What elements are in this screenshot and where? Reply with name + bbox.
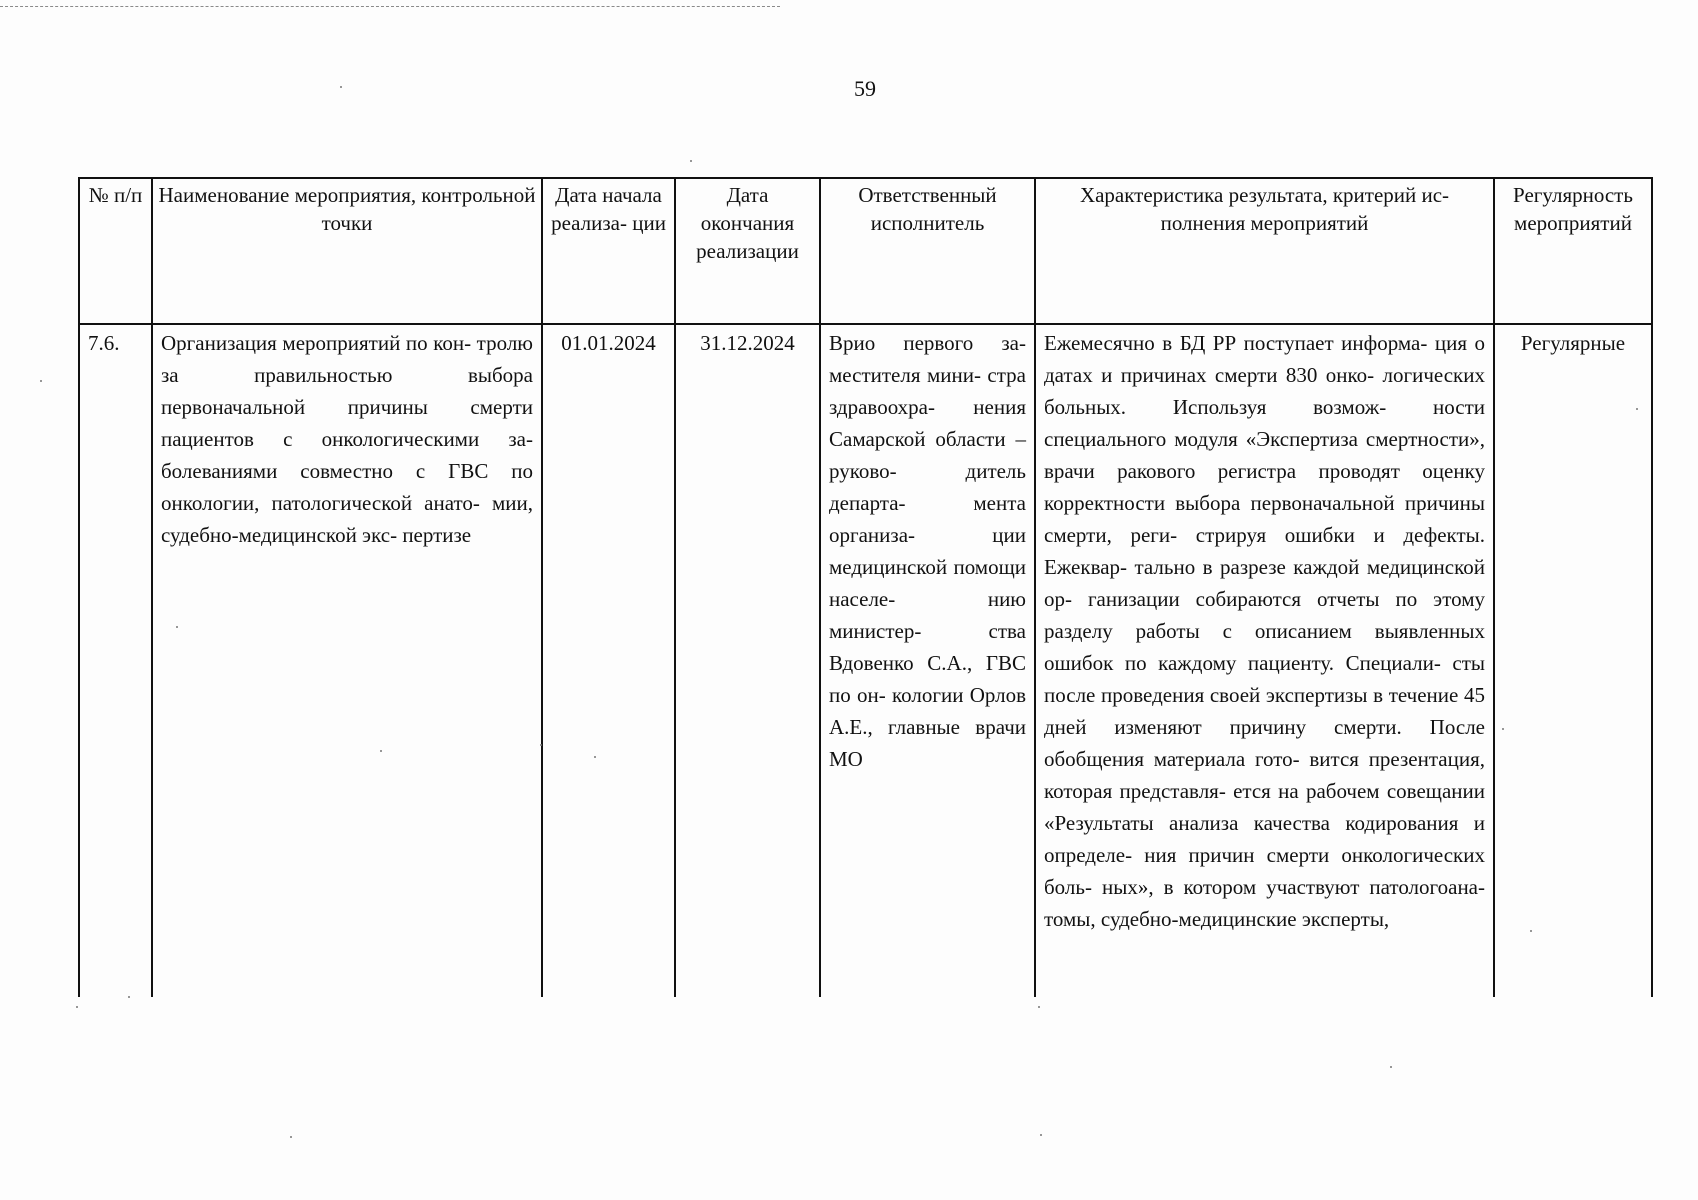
- scan-speck: [1390, 1066, 1392, 1068]
- scan-speck: [128, 996, 130, 998]
- row-name: Организация мероприятий по кон- тролю за правильностью выбора первоначальной причины смерти пациентов с онкологическими за- болеваниями совместно с ГВС по онкологии, патологической анато- мии, судебно-медицинской экс- пертизе: [152, 324, 542, 997]
- header-name: Наименование мероприятия, контрольной точки: [152, 178, 542, 324]
- scan-speck: [176, 626, 178, 628]
- scan-speck: [380, 750, 382, 752]
- header-result: Характеристика результата, критерий ис- полнения мероприятий: [1035, 178, 1494, 324]
- scan-speck: [1636, 408, 1638, 410]
- row-start-date: 01.01.2024: [542, 324, 675, 997]
- row-result: Ежемесячно в БД РР поступает информа- ция о датах и причинах смерти 830 онко- логических больных. Используя возмож- ности специального модуля «Экспертиза смертности», врачи ракового регистра проводят оценку корректности выбора первоначальной причины смерти, реги- стрируя ошибки и дефекты. Ежеквар- тально в разрезе каждой медицинской ор- ганизации собираются отчеты по этому разделу работы с описанием выявленных ошибок по каждому пациенту. Специали- сты после проведения своей экспертизы в течение 45 дней изменяют причину смерти. После обобщения материала гото- вится презентация, которая представля- ется на рабочем совещании «Результаты анализа качества кодирования и определе- ния причин смерти онкологических боль- ных», в котором участвуют патологоана- томы, судебно-медицинские эксперты,: [1035, 324, 1494, 997]
- scan-speck: [40, 380, 42, 382]
- scan-speck: [1502, 728, 1504, 730]
- scan-speck: [540, 744, 542, 746]
- scan-speck: [594, 756, 596, 758]
- scan-speck: [1040, 1134, 1042, 1136]
- scan-speck: [290, 1136, 292, 1138]
- header-regularity: Регулярность мероприятий: [1494, 178, 1652, 324]
- header-responsible: Ответственный исполнитель: [820, 178, 1035, 324]
- scan-speck: [1038, 1006, 1040, 1008]
- header-end-date: Дата окончания реализации: [675, 178, 820, 324]
- scan-speck: [1530, 930, 1532, 932]
- scan-top-rule: [0, 6, 780, 7]
- header-start-date: Дата начала реализа- ции: [542, 178, 675, 324]
- row-responsible: Врио первого за- местителя мини- стра здравоохра- нения Самарской области – руково- дитель департа- мента организа- ции медицинской помощи населе- нию министер- ства Вдовенко С.А., ГВС по он- кологии Орлов А.Е., главные врачи МО: [820, 324, 1035, 997]
- table-header-row: [79, 178, 1652, 324]
- scan-speck: [76, 1006, 78, 1008]
- row-num: 7.6.: [79, 324, 152, 997]
- scan-speck: [340, 86, 342, 88]
- table-row: [79, 324, 1652, 997]
- page-number: 59: [854, 76, 876, 101]
- activity-table: [78, 177, 1653, 997]
- scan-speck: [690, 160, 692, 162]
- row-end-date: 31.12.2024: [675, 324, 820, 997]
- row-regularity: Регулярные: [1494, 324, 1652, 997]
- header-num: № п/п: [79, 178, 152, 324]
